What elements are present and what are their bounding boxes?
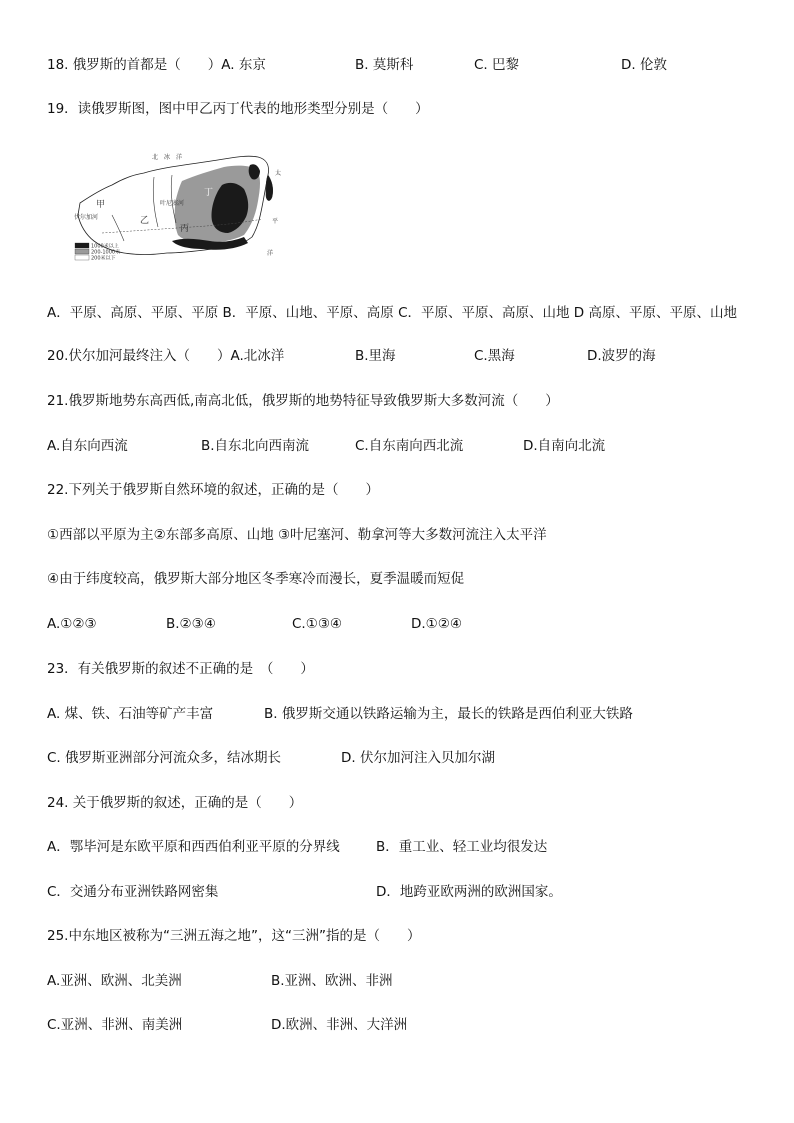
q24-option-b: B．重工业、轻工业均很发达 (376, 839, 548, 855)
q24-option-a: A．鄂毕河是东欧平原和西西伯利亚平原的分界线 (47, 839, 340, 855)
q23-stem: 23．有关俄罗斯的叙述不正确的是 （ ） (47, 661, 314, 677)
q20-stem: 20.伏尔加河最终注入（ ）A.北冰洋 (47, 348, 285, 364)
q24-option-c: C．交通分布亚洲铁路网密集 (47, 884, 219, 900)
map-label-north-ocean: 北 冰 洋 (152, 154, 183, 161)
q19-stem: 19．读俄罗斯图，图中甲乙丙丁代表的地形类型分别是（ ） (47, 101, 429, 117)
map-label-yi: 乙 (140, 216, 150, 226)
q22-option-a: A.①②③ (47, 616, 97, 632)
q22-statement-1: ①西部以平原为主②东部多高原、山地 ③叶尼塞河、勒拿河等大多数河流注入太平洋 (47, 527, 547, 543)
q18-option-b: B. 莫斯科 (355, 57, 414, 73)
q22-option-d: D.①②④ (411, 616, 462, 632)
q20-option-b: B.里海 (355, 348, 396, 364)
q25-option-c: C.亚洲、非洲、南美洲 (47, 1017, 183, 1033)
q21-option-d: D.自南向北流 (523, 438, 606, 454)
q19-options: A．平原、高原、平原、平原 B．平原、山地、平原、高原 C．平原、平原、高原、山地 D 高原、平原、平原、山地 (47, 305, 737, 321)
map-label-ding: 丁 (204, 188, 214, 198)
q23-option-d: D. 伏尔加河注入贝加尔湖 (341, 750, 495, 766)
legend-label-high: 1000米以上 (91, 243, 119, 250)
q21-option-b: B.自东北向西南流 (201, 438, 310, 454)
q22-stem: 22.下列关于俄罗斯自然环境的叙述，正确的是（ ） (47, 482, 379, 498)
q18-stem: 18. 俄罗斯的首都是（ ）A. 东京 (47, 57, 266, 73)
map-label-jia: 甲 (96, 200, 106, 210)
q24-stem: 24. 关于俄罗斯的叙述，正确的是（ ） (47, 795, 303, 811)
q23-option-b: B. 俄罗斯交通以铁路运输为主，最长的铁路是西伯利亚大铁路 (264, 706, 633, 722)
legend-swatch-high (75, 243, 89, 248)
russia-terrain-map (72, 145, 282, 270)
q22-option-b: B.②③④ (166, 616, 216, 632)
legend-label-mid: 200-1000米 (91, 249, 121, 256)
q22-statement-2: ④由于纬度较高，俄罗斯大部分地区冬季寒冷而漫长，夏季温暖而短促 (47, 571, 465, 587)
legend-swatch-low (75, 255, 89, 260)
q20-option-d: D.波罗的海 (587, 348, 656, 364)
map-label-pacific-3: 洋 (267, 250, 274, 257)
q18-option-d: D. 伦敦 (621, 57, 667, 73)
q21-stem: 21.俄罗斯地势东高西低,南高北低，俄罗斯的地势特征导致俄罗斯大多数河流（ ） (47, 393, 559, 409)
q22-option-c: C.①③④ (292, 616, 343, 632)
q25-option-d: D.欧洲、非洲、大洋洲 (271, 1017, 408, 1033)
q20-option-c: C.黑海 (474, 348, 515, 364)
map-label-pacific-2: 平 (272, 218, 279, 225)
legend-swatch-mid (75, 249, 89, 254)
q25-stem: 25.中东地区被称为“三洲五海之地”，这“三洲”指的是（ ） (47, 928, 421, 944)
q23-option-c: C. 俄罗斯亚洲部分河流众多，结冰期长 (47, 750, 282, 766)
map-label-bing: 丙 (180, 224, 190, 234)
map-label-volga: 伏尔加河 (74, 214, 99, 221)
q21-option-a: A.自东向西流 (47, 438, 128, 454)
legend-label-low: 200米以下 (91, 255, 116, 262)
q25-option-a: A.亚洲、欧洲、北美洲 (47, 973, 182, 989)
q24-option-d: D．地跨亚欧两洲的欧洲国家。 (376, 884, 562, 900)
q21-option-c: C.自东南向西北流 (355, 438, 464, 454)
map-label-yenisei: 叶尼塞河 (160, 200, 185, 207)
map-label-pacific-1: 太 (275, 170, 282, 177)
map-legend (75, 243, 120, 262)
q23-option-a: A. 煤、铁、石油等矿产丰富 (47, 706, 214, 722)
q18-option-c: C. 巴黎 (474, 57, 520, 73)
q25-option-b: B.亚洲、欧洲、非洲 (271, 973, 393, 989)
